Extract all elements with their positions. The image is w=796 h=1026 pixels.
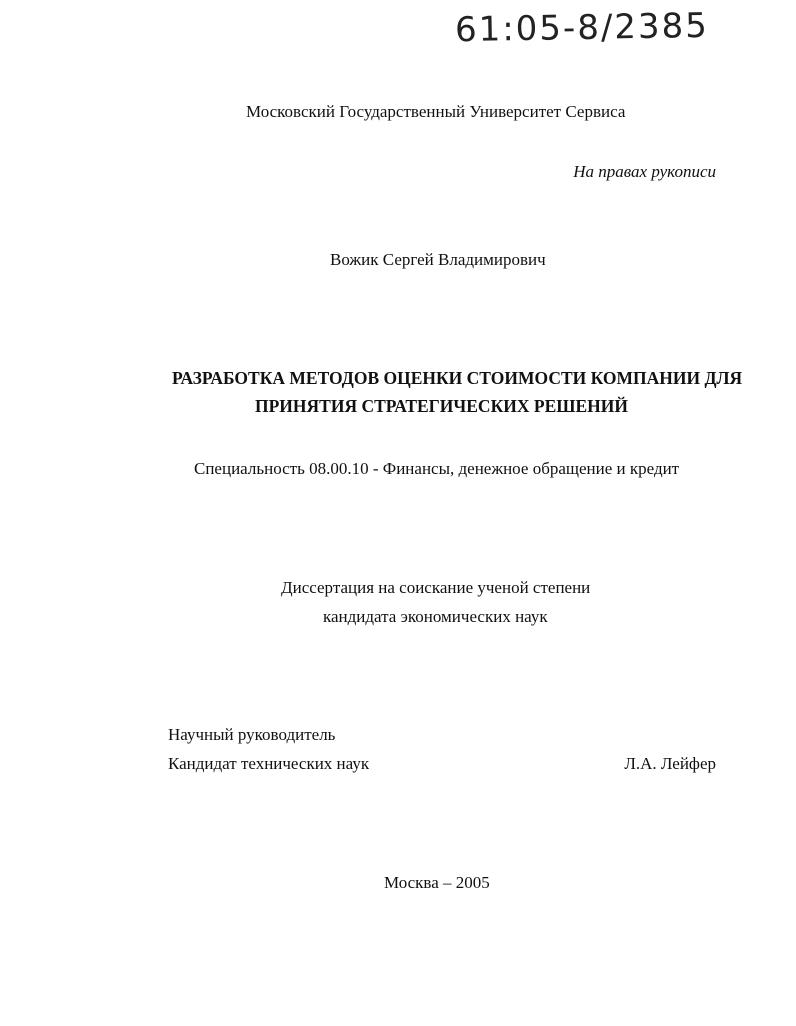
supervisor-degree: Кандидат технических наук bbox=[168, 754, 370, 773]
supervisor-name: Л.А. Лейфер bbox=[624, 754, 716, 773]
dissertation-line-2: кандидата экономических наук bbox=[323, 607, 548, 626]
dissertation-line-1: Диссертация на соискание ученой степени bbox=[281, 578, 591, 597]
rights-note: На правах рукописи bbox=[573, 162, 716, 181]
specialty: Специальность 08.00.10 - Финансы, денежное обращение и кредит bbox=[194, 459, 680, 478]
city-year: Москва – 2005 bbox=[384, 873, 490, 892]
title-line-1: РАЗРАБОТКА МЕТОДОВ ОЦЕНКИ СТОИМОСТИ КОМПАНИИ ДЛЯ bbox=[172, 368, 743, 388]
archive-number-handwritten: 61:05-8/2385 bbox=[454, 5, 710, 51]
author-name: Вожик Сергей Владимирович bbox=[330, 250, 546, 269]
supervisor-label: Научный руководитель bbox=[168, 725, 336, 744]
university-name: Московский Государственный Университет Сервиса bbox=[246, 102, 626, 121]
title-line-2: ПРИНЯТИЯ СТРАТЕГИЧЕСКИХ РЕШЕНИЙ bbox=[255, 396, 628, 416]
